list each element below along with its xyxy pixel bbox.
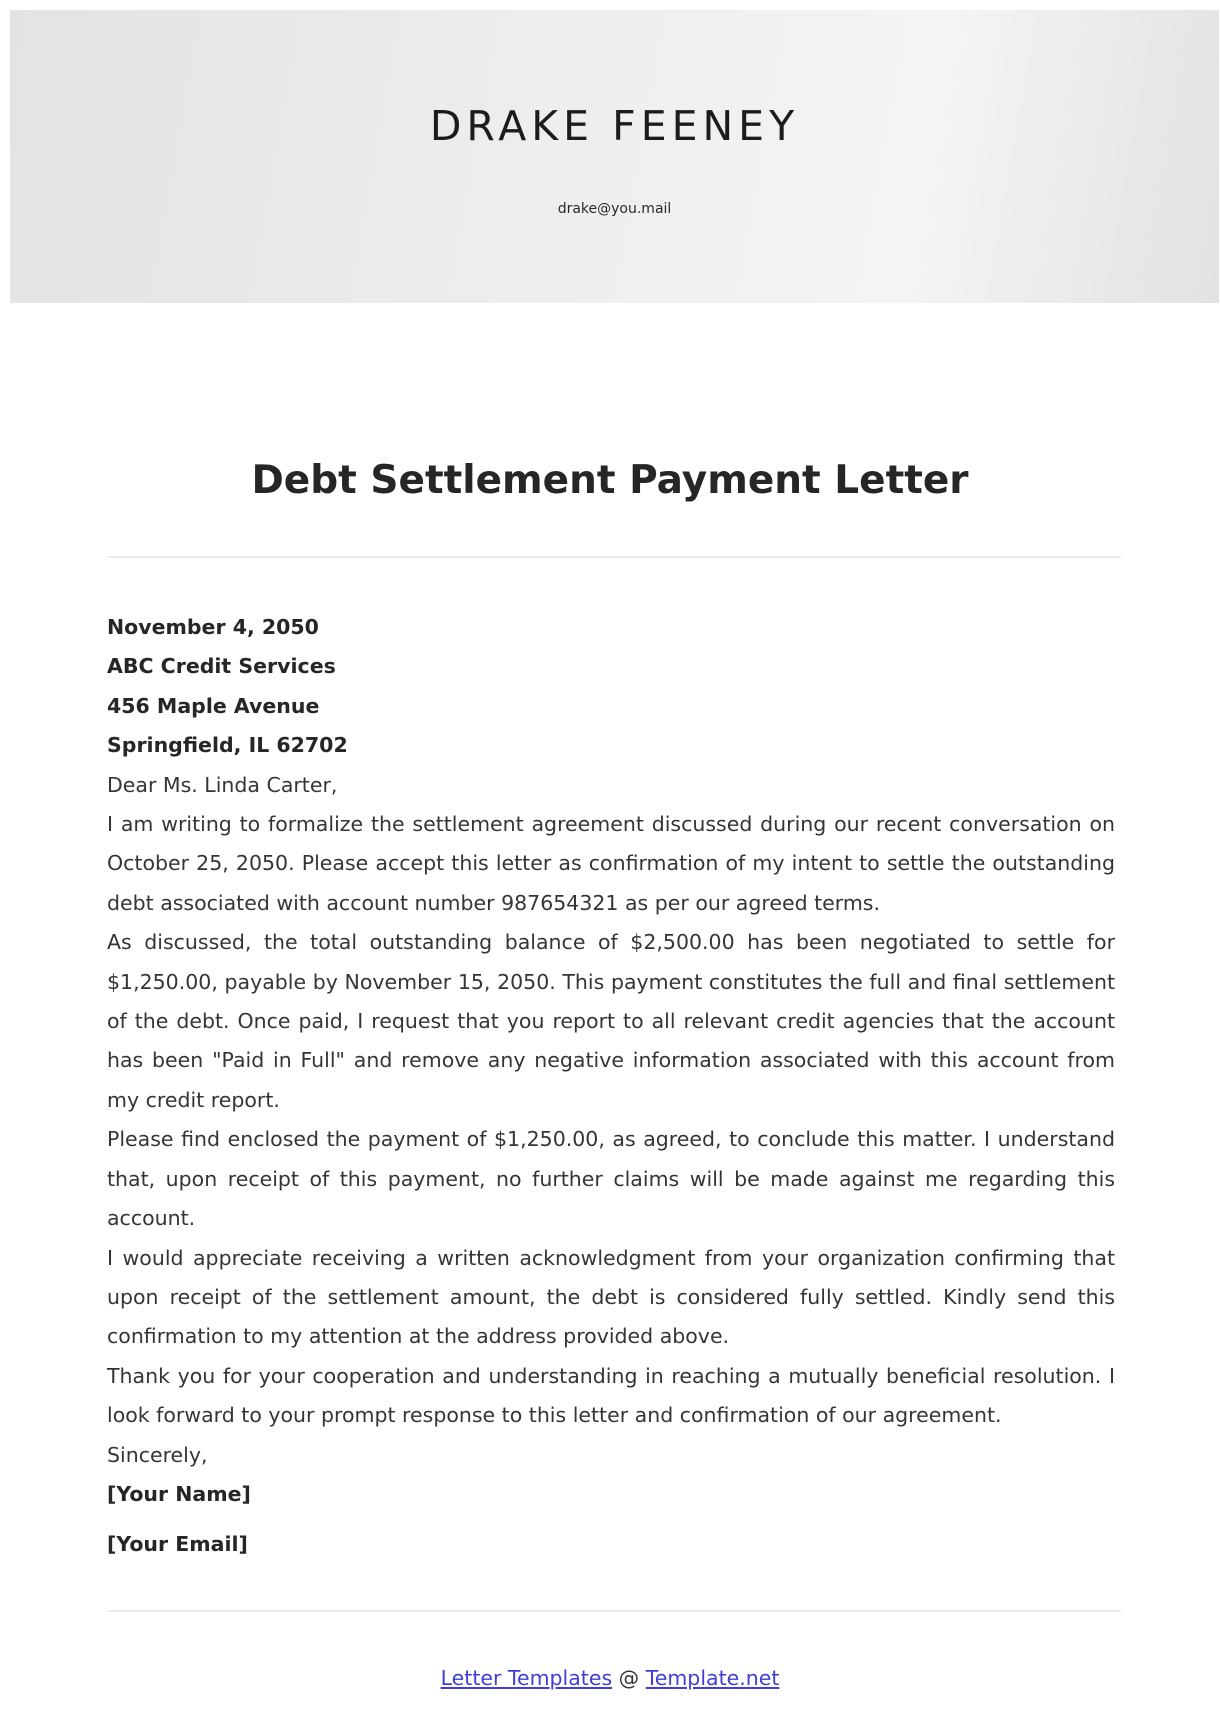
document-title: Debt Settlement Payment Letter [251, 458, 969, 503]
closing: Sincerely, [107, 1442, 208, 1467]
letter-body [107, 608, 1115, 1565]
recipient-company: ABC Credit Services [107, 654, 336, 679]
paragraph-2: As discussed, the total outstanding balance of $2,500.00 has been negotiated to settle for $1,250.00, payable by November 15, 2050. This payment constitutes the full and final settlement of the debt. Once paid, I request that you report to all relevant credit agencies that the account has been "Paid in Full" and remove any negative information associated with this account from my credit report. [107, 930, 1115, 1112]
letter-templates-link[interactable]: Letter Templates [440, 1666, 613, 1690]
divider-top [107, 556, 1121, 558]
paragraph-3: Please find enclosed the payment of $1,250.00, as agreed, to conclude this matter. I understand that, upon receipt of this payment, no further claims will be made against me regarding this account. [107, 1127, 1115, 1231]
recipient-street: 456 Maple Avenue [107, 693, 320, 718]
template-net-link[interactable]: Template.net [645, 1666, 780, 1690]
letter-date: November 4, 2050 [107, 615, 319, 639]
divider-bottom [107, 1610, 1121, 1612]
paragraph-5: Thank you for your cooperation and understanding in reaching a mutually beneficial resolution. I look forward to your prompt response to this letter and confirmation of our agreement. [107, 1363, 1115, 1428]
sender-email: drake@you.mail [557, 201, 672, 217]
letterhead-banner [10, 10, 1219, 303]
paragraph-1: I am writing to formalize the settlement agreement discussed during our recent conversation on October 25, 2050. Please accept this letter as confirmation of my intent to settle the outstanding debt associated with account number 987654321 as per our agreed terms. [107, 812, 1115, 915]
footer-separator: @ [612, 1666, 646, 1690]
footer-credit [0, 1666, 1220, 1690]
paragraph-4: I would appreciate receiving a written acknowledgment from your organization confirming that upon receipt of the settlement amount, the debt is considered fully settled. Kindly send this confirmation to my attention at the address provided above. [107, 1245, 1115, 1349]
salutation: Dear Ms. Linda Carter, [107, 772, 338, 797]
recipient-city: Springfield, IL 62702 [107, 733, 348, 758]
signature-email: [Your Email] [107, 1532, 248, 1557]
sender-name: DRAKE FEENEY [429, 102, 800, 150]
signature-name: [Your Name] [107, 1481, 251, 1506]
